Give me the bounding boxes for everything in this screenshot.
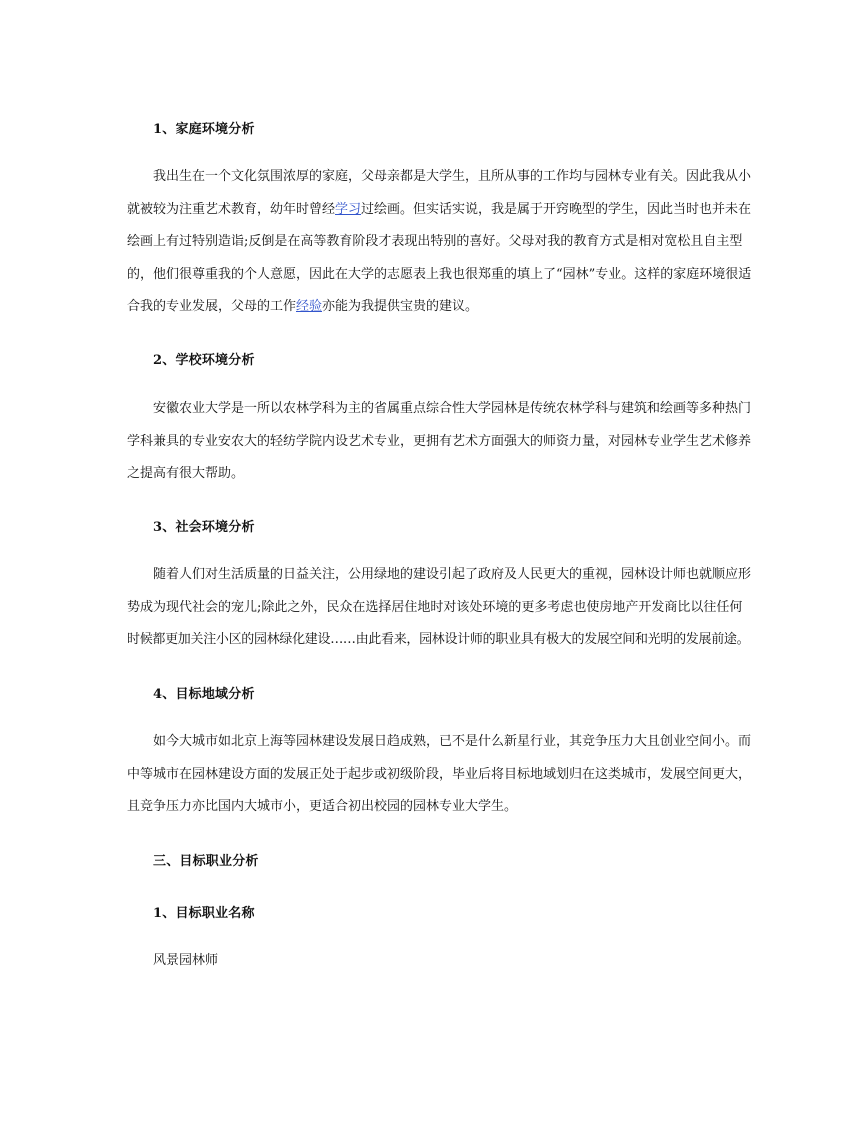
paragraph-text: 过绘画。但实话实说，我是属于开窍晚型的学生，因此当时也并未在	[361, 201, 752, 217]
section-heading-career: 三、目标职业分析	[153, 854, 259, 869]
section-heading-career-name: 1、目标职业名称	[153, 906, 255, 921]
paragraph-family	[127, 161, 767, 324]
paragraph-line-with-link	[127, 194, 767, 227]
paragraph-line: 的，他们很尊重我的个人意愿，因此在大学的志愿表上我也很郑重的填上了“园林”专业。这样的家庭环境很适	[127, 266, 752, 282]
paragraph-school	[127, 393, 767, 491]
paragraph-line: 我出生在一个文化氛围浓厚的家庭，父母亲都是大学生，且所从事的工作均与园林专业有关。因此我从小	[153, 169, 752, 184]
paragraph-line: 随着人们对生活质量的日益关注，公用绿地的建设引起了政府及人民更大的重视，园林设计师也就顺应形	[153, 567, 752, 582]
paragraph-line: 学科兼具的专业安农大的轻纺学院内设艺术专业，更拥有艺术方面强大的师资力量，对园林专业学生艺术修养	[127, 433, 752, 449]
paragraph-text: 合我的专业发展，父母的工作	[127, 299, 297, 314]
paragraph-line: 安徽农业大学是一所以农林学科为主的省属重点综合性大学园林是传统农林学科与建筑和绘画等多种热门	[153, 401, 752, 416]
paragraph-line-with-link	[127, 291, 767, 324]
section-heading-society: 3、社会环境分析	[153, 520, 255, 535]
section-heading-school: 2、学校环境分析	[153, 353, 255, 368]
paragraph-line: 且竞争压力亦比国内大城市小，更适合初出校园的园林专业大学生。	[127, 799, 518, 814]
paragraph-society	[127, 559, 767, 657]
paragraph-line: 之提高有很大帮助。	[127, 466, 245, 481]
paragraph-line: 时候都更加关注小区的园林绿化建设……由此看来，园林设计师的职业具有极大的发展空间和光明的发展前途。	[127, 632, 750, 647]
experience-link[interactable]: 经验	[296, 299, 323, 314]
paragraph-line: 如今大城市如北京上海等园林建设发展日趋成熟，已不是什么新星行业，其竞争压力大且创业空间小。而	[153, 734, 752, 749]
paragraph-region	[127, 726, 767, 824]
study-link[interactable]: 学习	[335, 201, 362, 217]
section-heading-region: 4、目标地域分析	[153, 687, 255, 702]
section-heading-family: 1、家庭环境分析	[153, 122, 255, 137]
paragraph-career-name	[127, 945, 767, 978]
paragraph-text: 就被较为注重艺术教育，幼年时曾经	[127, 201, 336, 217]
paragraph-line: 绘画上有过特别造诣;反倒是在高等教育阶段才表现出特别的喜好。父母对我的教育方式是相对宽松且自主型	[127, 234, 743, 249]
paragraph-line: 势成为现代社会的宠儿;除此之外，民众在选择居住地时对该处环境的更多考虑也使房地产开发商比以往任何	[127, 599, 743, 615]
paragraph-text: 亦能为我提供宝贵的建议。	[322, 299, 479, 314]
paragraph-line: 中等城市在园林建设方面的发展正处于起步或初级阶段，毕业后将目标地域划归在这类城市，发展空间更大，	[127, 766, 752, 782]
career-name-value: 风景园林师	[153, 953, 219, 968]
